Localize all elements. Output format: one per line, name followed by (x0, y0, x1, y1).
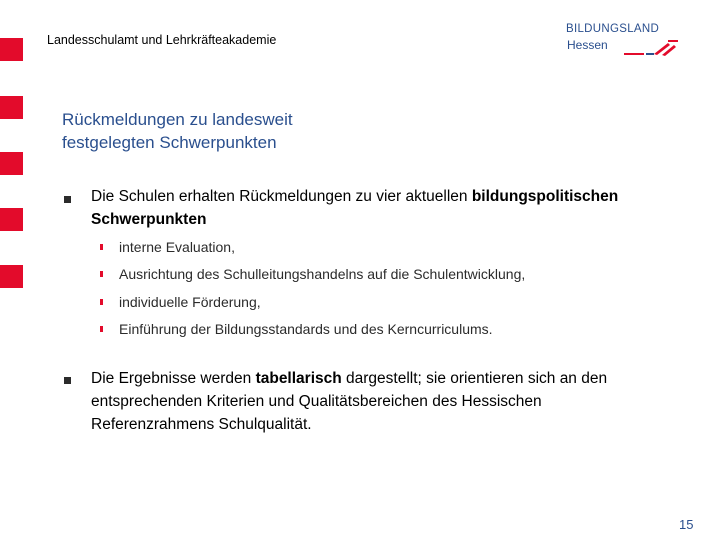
bullet-point-1 (91, 185, 618, 231)
sub-item-text: Einführung der Bildungsstandards und des Kerncurriculums. (119, 321, 493, 337)
sub-bullet-marker (100, 326, 103, 332)
bullet-marker (64, 196, 71, 203)
decorative-red-square (0, 38, 23, 61)
sub-item-text: Ausrichtung des Schulleitungshandelns auf die Schulentwicklung, (119, 266, 526, 282)
logo-text-top: BILDUNGSLAND (566, 23, 660, 35)
bullet-text: Die Schulen erhalten Rückmeldungen zu vier aktuellen (91, 188, 472, 205)
sub-bullet-marker (100, 271, 103, 277)
sub-list-item (100, 294, 261, 310)
bullet-bold-text: tabellarisch (255, 370, 342, 387)
logo-mark-icon (624, 38, 680, 58)
organization-name: Landesschulamt und Lehrkräfteakademie (47, 33, 277, 47)
bullet-text: Referenzrahmens Schulqualität. (91, 416, 312, 433)
sub-list-item (100, 266, 525, 282)
sub-list-item (100, 321, 493, 337)
slide-title (62, 108, 293, 154)
decorative-red-square (0, 265, 23, 288)
page-number: 15 (679, 517, 694, 532)
sub-item-text: individuelle Förderung, (119, 294, 261, 310)
sub-bullet-marker (100, 244, 103, 250)
bullet-point-2 (91, 367, 607, 436)
bullet-text: dargestellt; sie orientieren sich an den (341, 370, 608, 387)
slide-title-line: Rückmeldungen zu landesweit (62, 110, 293, 129)
sub-item-text: interne Evaluation, (119, 239, 235, 255)
decorative-red-square (0, 152, 23, 175)
sub-bullet-marker (100, 299, 103, 305)
decorative-red-square (0, 96, 23, 119)
decorative-red-square (0, 208, 23, 231)
slide-title-line: festgelegten Schwerpunkten (62, 133, 277, 152)
sub-list-item (100, 239, 235, 255)
bullet-text: Die Ergebnisse werden (91, 370, 256, 387)
bullet-bold-text: bildungspolitischen (471, 188, 619, 205)
bullet-bold-text: Schwerpunkten (91, 211, 207, 228)
bildungsland-hessen-logo (566, 23, 681, 59)
bullet-text: entsprechenden Kriterien und Qualitätsbereichen des Hessischen (91, 393, 542, 410)
logo-text-bottom: Hessen (567, 38, 608, 52)
bullet-marker (64, 377, 71, 384)
